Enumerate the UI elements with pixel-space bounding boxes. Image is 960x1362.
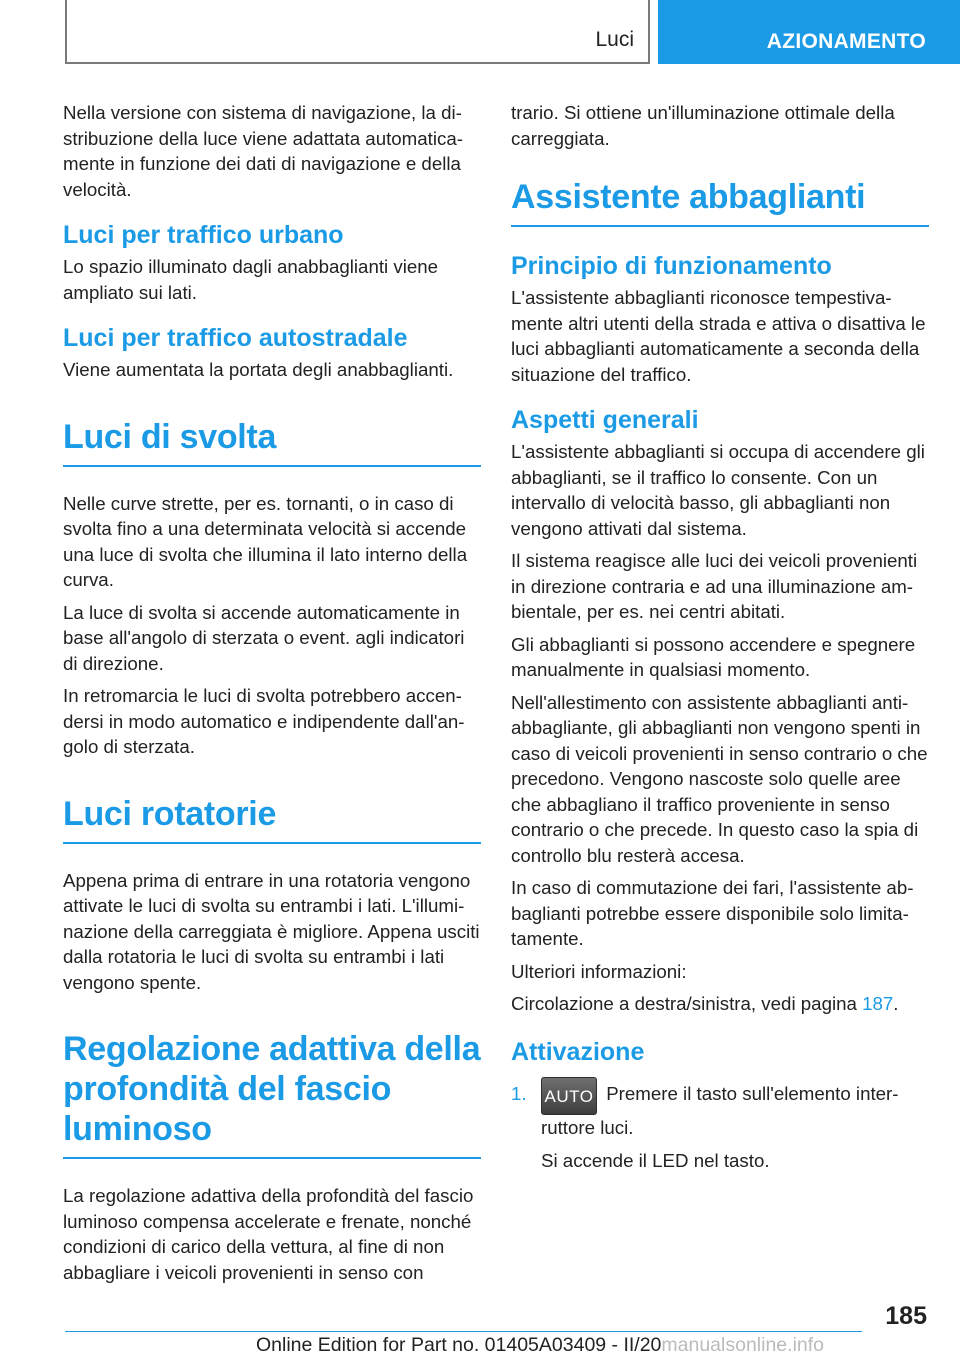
heading-cornering-lights: Luci di svolta bbox=[63, 417, 277, 456]
paragraph-general-3: Gli abbaglianti si possono accendere e spegnere manualmente in qualsiasi momento. bbox=[511, 633, 916, 680]
heading-roundabout-lights: Luci rotatorie bbox=[63, 794, 277, 833]
section-title: Luci bbox=[595, 28, 634, 51]
paragraph-cornering-3: In retromarcia le luci di svolta potrebbero accendersi in modo automatico e indipendente dall'angolo di sterzata. bbox=[63, 685, 465, 757]
paragraph-general-1: L'assistente abbaglianti si occupa di accendere gli abbaglianti, se il traffico lo consente. Con un intervallo di velocità basso, gli abbaglianti non vengono attivati dal sistema. bbox=[511, 441, 925, 539]
paragraph-cornering-1: Nelle curve strette, per es. tornanti, o in caso di svolta fino a una determinata velocità si accende una luce di svolta che illumina il lato interno della curva. bbox=[63, 492, 468, 590]
auto-button-icon: AUTO bbox=[541, 1077, 597, 1115]
paragraph-urban-lights: Lo spazio illuminato dagli anabbaglianti viene ampliato sui lati. bbox=[63, 256, 439, 303]
paragraph-general-5: In caso di commutazione dei fari, l'assistente abbaglianti potrebbe essere disponibile solo limitatamente. bbox=[511, 877, 914, 949]
heading-rule bbox=[63, 842, 481, 844]
paragraph-navigation: Nella versione con sistema di navigazione, la distribuzione della luce viene adattata automaticamente in funzione dei dati di navigazione e della velocità. bbox=[63, 102, 463, 200]
paragraph-roundabout: Appena prima di entrare in una rotatoria vengono attivate le luci di svolta su entrambi i lati. L'illuminazione della carreggiata è migliore. Appena usciti dalla rotatoria le luci di svolta su entrambi i lati vengono spente. bbox=[63, 869, 480, 993]
chapter-tab bbox=[658, 0, 960, 64]
edition-text: Online Edition for Part no. 01405A03409 - II/20 bbox=[255, 1334, 662, 1356]
page-link[interactable]: 187 bbox=[862, 993, 894, 1014]
paragraph-operating-principle: L'assistente abbaglianti riconosce tempestivamente altri utenti della strada e attiva o disattiva le luci abbaglianti automaticamente a seconda della situazione del traffico. bbox=[511, 287, 926, 385]
heading-rule bbox=[63, 465, 481, 467]
heading-rule bbox=[63, 1157, 481, 1159]
cross-reference-text: Circolazione a destra/sinistra, vedi pagina bbox=[511, 993, 857, 1014]
heading-general: Aspetti generali bbox=[511, 406, 699, 434]
heading-high-beam-assistant: Assistente abbaglianti bbox=[511, 178, 866, 216]
paragraph-more-info: Ulteriori informazioni: bbox=[511, 960, 687, 982]
heading-activation: Attivazione bbox=[511, 1037, 645, 1066]
paragraph-general-4: Nell'allestimento con assistente abbaglianti antiabbagliante, gli abbaglianti non vengono spenti in caso di veicoli provenienti in senso contrario o che precedono. Vengono nascoste solo quelle aree che abbagliano il traffico proveniente in senso contrario o che precede. In questo caso la spia di controllo blu resterà accesa. bbox=[511, 691, 928, 866]
paragraph-highway-lights: Viene aumentata la portata degli anabbaglianti. bbox=[63, 359, 454, 380]
step-item bbox=[511, 1077, 929, 1174]
step-result: Si accende il LED nel tasto. bbox=[541, 1150, 770, 1171]
paragraph-cross-reference bbox=[511, 991, 929, 1017]
header-section-box bbox=[65, 0, 650, 64]
step-text: Premere il tasto sull'elemento interruttore luci. bbox=[541, 1082, 899, 1138]
left-column bbox=[63, 100, 481, 1292]
cross-reference-suffix: . bbox=[893, 993, 899, 1014]
heading-highway-lights: Luci per traffico autostradale bbox=[63, 324, 408, 352]
paragraph-adaptive-range: La regolazione adattiva della profondità del fascio luminoso compensa accelerate e frenate, nonché condizioni di carico della vettura, al fine di non abbagliare i veicoli provenienti in senso con bbox=[63, 1185, 474, 1283]
footer-rule bbox=[65, 1331, 862, 1332]
page-number: 185 bbox=[885, 1302, 927, 1330]
watermark: manualsonline.info bbox=[661, 1334, 825, 1356]
heading-operating-principle: Principio di funzionamento bbox=[511, 252, 832, 280]
paragraph-continued: trario. Si ottiene un'illuminazione ottimale della carreggiata. bbox=[511, 102, 895, 149]
heading-urban-lights: Luci per traffico urbano bbox=[63, 221, 344, 249]
heading-rule bbox=[511, 225, 929, 227]
paragraph-cornering-2: La luce di svolta si accende automaticamente in base all'angolo di sterzata o event. agli indicatori di direzione. bbox=[63, 601, 465, 674]
paragraph-general-2: Il sistema reagisce alle luci dei veicoli provenienti in direzione contraria e ad una illuminazione ambientale, per es. nei centri abitati. bbox=[511, 550, 918, 622]
heading-adaptive-range: Regolazione adattiva della profondità del fascio luminoso bbox=[63, 1030, 481, 1148]
right-column bbox=[511, 100, 929, 1174]
footer-edition bbox=[0, 1334, 960, 1357]
chapter-tab-label: AZIONAMENTO bbox=[766, 30, 926, 53]
step-number: 1. bbox=[511, 1082, 527, 1104]
